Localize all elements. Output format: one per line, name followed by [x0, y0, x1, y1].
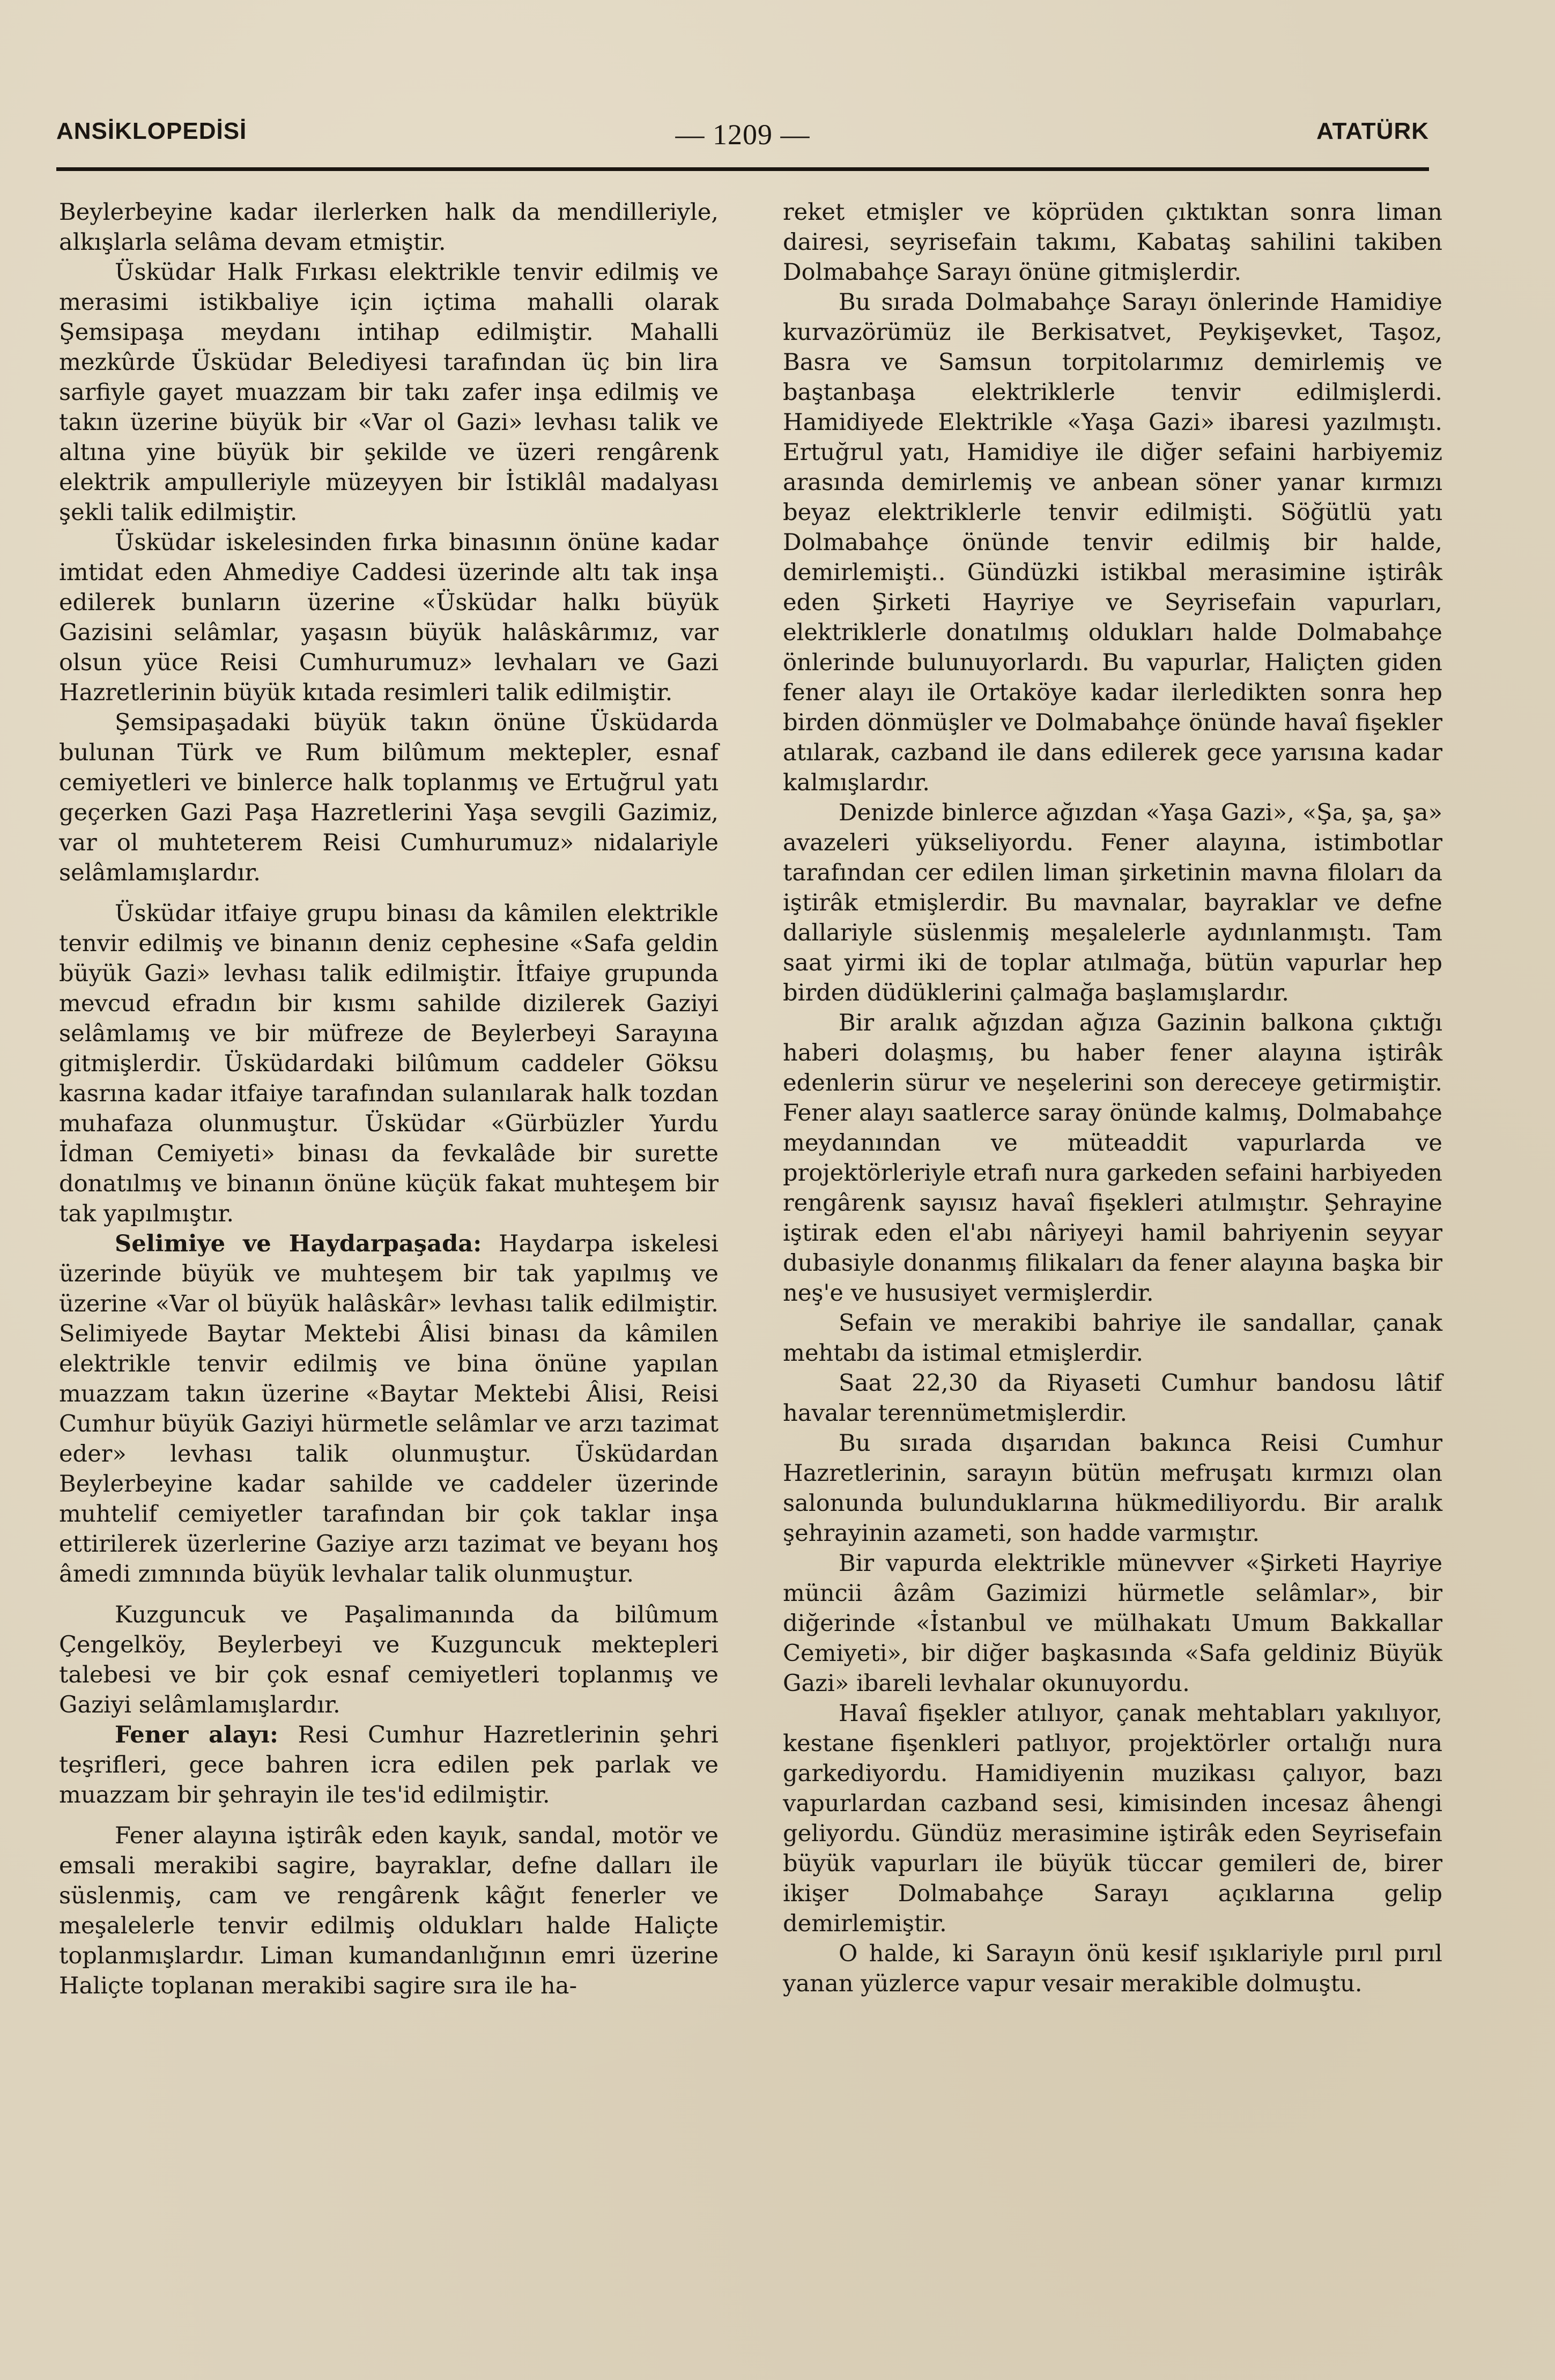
paragraph: Selimiye ve Haydarpaşada: Haydarpa iskelesi üzerinde büyük ve muhteşem bir tak yapılmış ve üzerine «Var ol büyük halâskâr» levhası talik edilmiştir. Selimiyede Baytar Mektebi Âlisi binası da kâmilen elektrikle tenvir edilmiş ve bina önüne yapılan muazzam takın üzerine «Baytar Mektebi Âlisi, Reisi Cumhur büyük Gaziyi hürmetle selâmlar ve arzı tazimat eder» levhası talik olunmuştur. Üsküdardan Beylerbeyine kadar sahilde ve caddeler üzerinde muhtelif cemiyetler tarafından bir çok taklar inşa ettirilerek üzerlerine Gaziye arzı tazimat ve beyanı hoş âmedi zımnında büyük levhalar talik olunmuştur. — [59, 1230, 719, 1588]
paragraph: Saat 22,30 da Riyaseti Cumhur bandosu lâtif havalar terennümetmişlerdir. — [783, 1370, 1442, 1427]
paragraph: Bu sırada Dolmabahçe Sarayı önlerinde Hamidiye kurvazörümüz ile Berkisatvet, Peykişevket, Taşoz, Basra ve Samsun torpitolarımız demirlemiş ve baştanbaşa elektriklerle tenvir edilmişlerdi. Hamidiyede Elektrikle «Yaşa Gazi» ibaresi yazılmıştı. Ertuğrul yatı, Hamidiye ile diğer sefaini harbiyemiz arasında demirlemiş ve anbean söner yanar kırmızı beyaz elektriklerle tenvir edilmişti. Söğütlü yatı Dolmabahçe önünde tenvir edilmiş bir halde, demirlemişti.. Gündüzki istikbal merasimine iştirâk eden Şirketi Hayriye ve Seyrisefain vapurları, elektriklerle donatılmış oldukları halde Dolmabahçe önlerinde bulunuyorlardı. Bu vapurlar, Haliçten giden fener alayı ile Ortaköye kadar ilerledikten sonra hep birden dönmüşler ve Dolmabahçe önünde havaî fişekler atılarak, cazband ile dans edilerek gece yarısına kadar kalmışlardır. — [783, 289, 1442, 796]
paragraph: Havaî fişekler atılıyor, çanak mehtabları yakılıyor, kestane fişenkleri patlıyor, projektörler ortalığı nura garkediyordu. Hamidiyenin muzikası çalıyor, bazı vapurlardan cazband sesi, kimisinden incesaz âhengi geliyordu. Gündüz merasimine iştirâk eden Seyrisefain büyük vapurları ile büyük tüccar gemileri de, birer ikişer Dolmabahçe Sarayı açıklarına gelip demirlemiştir. — [783, 1700, 1442, 1937]
paragraph-lead: Selimiye ve Haydarpaşada: — [115, 1230, 482, 1257]
right-column — [783, 197, 1442, 1999]
paragraph: Sefain ve merakibi bahriye ile sandallar, çanak mehtabı da istimal etmişlerdir. — [783, 1310, 1442, 1367]
paragraph: O halde, ki Sarayın önü kesif ışıklariyle pırıl pırıl yanan yüzlerce vapur vesair merakible dolmuştu. — [783, 1940, 1442, 1997]
page-number: — 1209 — — [675, 118, 810, 151]
header-rule — [56, 167, 1429, 171]
paragraph: Bir aralık ağızdan ağıza Gazinin balkona çıktığı haberi dolaşmış, bu haber fener alayına iştirâk edenlerin sürur ve neşelerini son dereceye getirmiştir. Fener alayı saatlerce saray önünde kalmış, Dolmabahçe meydanından ve müteaddit vapurlarda ve projektörleriyle etrafı nura garkeden sefaini harbiyeden rengârenk sayısız havaî fişekleri atılmıştır. Şehrayine iştirak eden el'abı nâriyeyi hamil bahriyenin seyyar dubasiyle donanmış filikaları da fener alayına başka bir neş'e ve hususiyet vermişlerdir. — [783, 1010, 1442, 1307]
paragraph: Üsküdar iskelesinden fırka binasının önüne kadar imtidat eden Ahmediye Caddesi üzerinde altı tak inşa edilerek bunların üzerine «Üsküdar halkı büyük Gazisini selâmlar, yaşasın büyük halâskârımız, var olsun yüce Reisi Cumhurumuz» levhaları ve Gazi Hazretlerinin büyük kıtada resimleri talik edilmiştir. — [59, 529, 719, 706]
paragraph: Bu sırada dışarıdan bakınca Reisi Cumhur Hazretlerinin, sarayın bütün mefruşatı kırmızı olan salonunda bulunduklarına hükmediliyordu. Bir aralık şehrayinin azameti, son hadde varmıştır. — [783, 1430, 1442, 1547]
left-column — [59, 197, 719, 2001]
paragraph: Fener alayı: Resi Cumhur Hazretlerinin şehri teşrifleri, gece bahren icra edilen pek parlak ve muazzam bir şehrayin ile tes'id edilmiştir. — [59, 1721, 719, 1808]
paragraph: Beylerbeyine kadar ilerlerken halk da mendilleriyle, alkışlarla selâma devam etmiştir. — [59, 199, 719, 256]
paragraph: Fener alayına iştirâk eden kayık, sandal, motör ve emsali merakibi sagire, bayraklar, defne dalları ile süslenmiş, cam ve rengârenk kâğıt fenerler ve meşalelerle tenvir edilmiş oldukları halde Haliçte toplanmışlardır. Liman kumandanlığının emri üzerine Haliçte toplanan merakibi sagire sıra ile ha- — [59, 1822, 719, 1999]
paragraph: Kuzguncuk ve Paşalimanında da bilûmum Çengelköy, Beylerbeyi ve Kuzguncuk mektepleri talebesi ve bir çok esnaf cemiyetleri toplanmış ve Gaziyi selâmlamışlardır. — [59, 1602, 719, 1718]
paragraph-lead: Fener alayı: — [115, 1721, 278, 1748]
section-title: ATATÜRK — [1316, 118, 1429, 144]
paragraph: Üsküdar itfaiye grupu binası da kâmilen elektrikle tenvir edilmiş ve binanın deniz cephesine «Safa geldin büyük Gazi» levhası talik edilmiştir. İtfaiye grupunda mevcud efradın bir kısmı sahilde dizilerek Gaziyi selâmlamış ve bir müfreze de Beylerbeyi Sarayına gitmişlerdir. Üsküdardaki bilûmum caddeler Göksu kasrına kadar itfaiye tarafından sulanılarak halk tozdan muhafaza olunmuştur. Üsküdar «Gürbüzler Yurdu İdman Cemiyeti» binası da fevkalâde bir surette donatılmış ve binanın önüne küçük fakat muhteşem bir tak yapılmıştır. — [59, 900, 719, 1227]
page-header — [56, 114, 1429, 151]
paragraph: Üsküdar Halk Fırkası elektrikle tenvir edilmiş ve merasimi istikbaliye için içtima mahalli olarak Şemsipaşa meydanı intihap edilmiştir. Mahalli mezkûrde Üsküdar Belediyesi tarafından üç bin lira sarfiyle gayet muazzam bir takı zafer inşa edilmiş ve takın üzerine büyük bir «Var ol Gazi» levhası talik ve altına yine büyük bir şekilde ve üzeri rengârenk elektrik ampulleriyle müzeyyen bir İstiklâl madalyası şekli talik edilmiştir. — [59, 259, 719, 526]
paragraph: reket etmişler ve köprüden çıktıktan sonra liman dairesi, seyrisefain takımı, Kabataş sahilini takiben Dolmabahçe Sarayı önüne gitmişlerdir. — [783, 199, 1442, 286]
encyclopedia-title: ANSİKLOPEDİSİ — [56, 118, 247, 144]
paragraph: Denizde binlerce ağızdan «Yaşa Gazi», «Şa, şa, şa» avazeleri yükseliyordu. Fener alayına, istimbotlar tarafından cer edilen liman şirketinin mavna filoları da iştirâk etmişlerdir. Bu mavnalar, bayraklar ve defne dallariyle süslenmiş meşalelerle aydınlanmıştı. Tam saat yirmi iki de toplar atılmağa, bütün vapurlar hep birden düdüklerini çalmağa başlamışlardır. — [783, 799, 1442, 1006]
paragraph: Şemsipaşadaki büyük takın önüne Üsküdarda bulunan Türk ve Rum bilûmum mektepler, esnaf cemiyetleri ve binlerce halk toplanmış ve Ertuğrul yatı geçerken Gazi Paşa Hazretlerini Yaşa sevgili Gazimiz, var ol muhteterem Reisi Cumhurumuz» nidalariyle selâmlamışlardır. — [59, 709, 719, 886]
paragraph: Bir vapurda elektrikle münevver «Şirketi Hayriye müncii âzâm Gazimizi hürmetle selâmlar», bir diğerinde «İstanbul ve mülhakatı Umum Bakkallar Cemiyeti», bir diğer başkasında «Safa geldiniz Büyük Gazi» ibareli levhalar okunuyordu. — [783, 1550, 1442, 1697]
